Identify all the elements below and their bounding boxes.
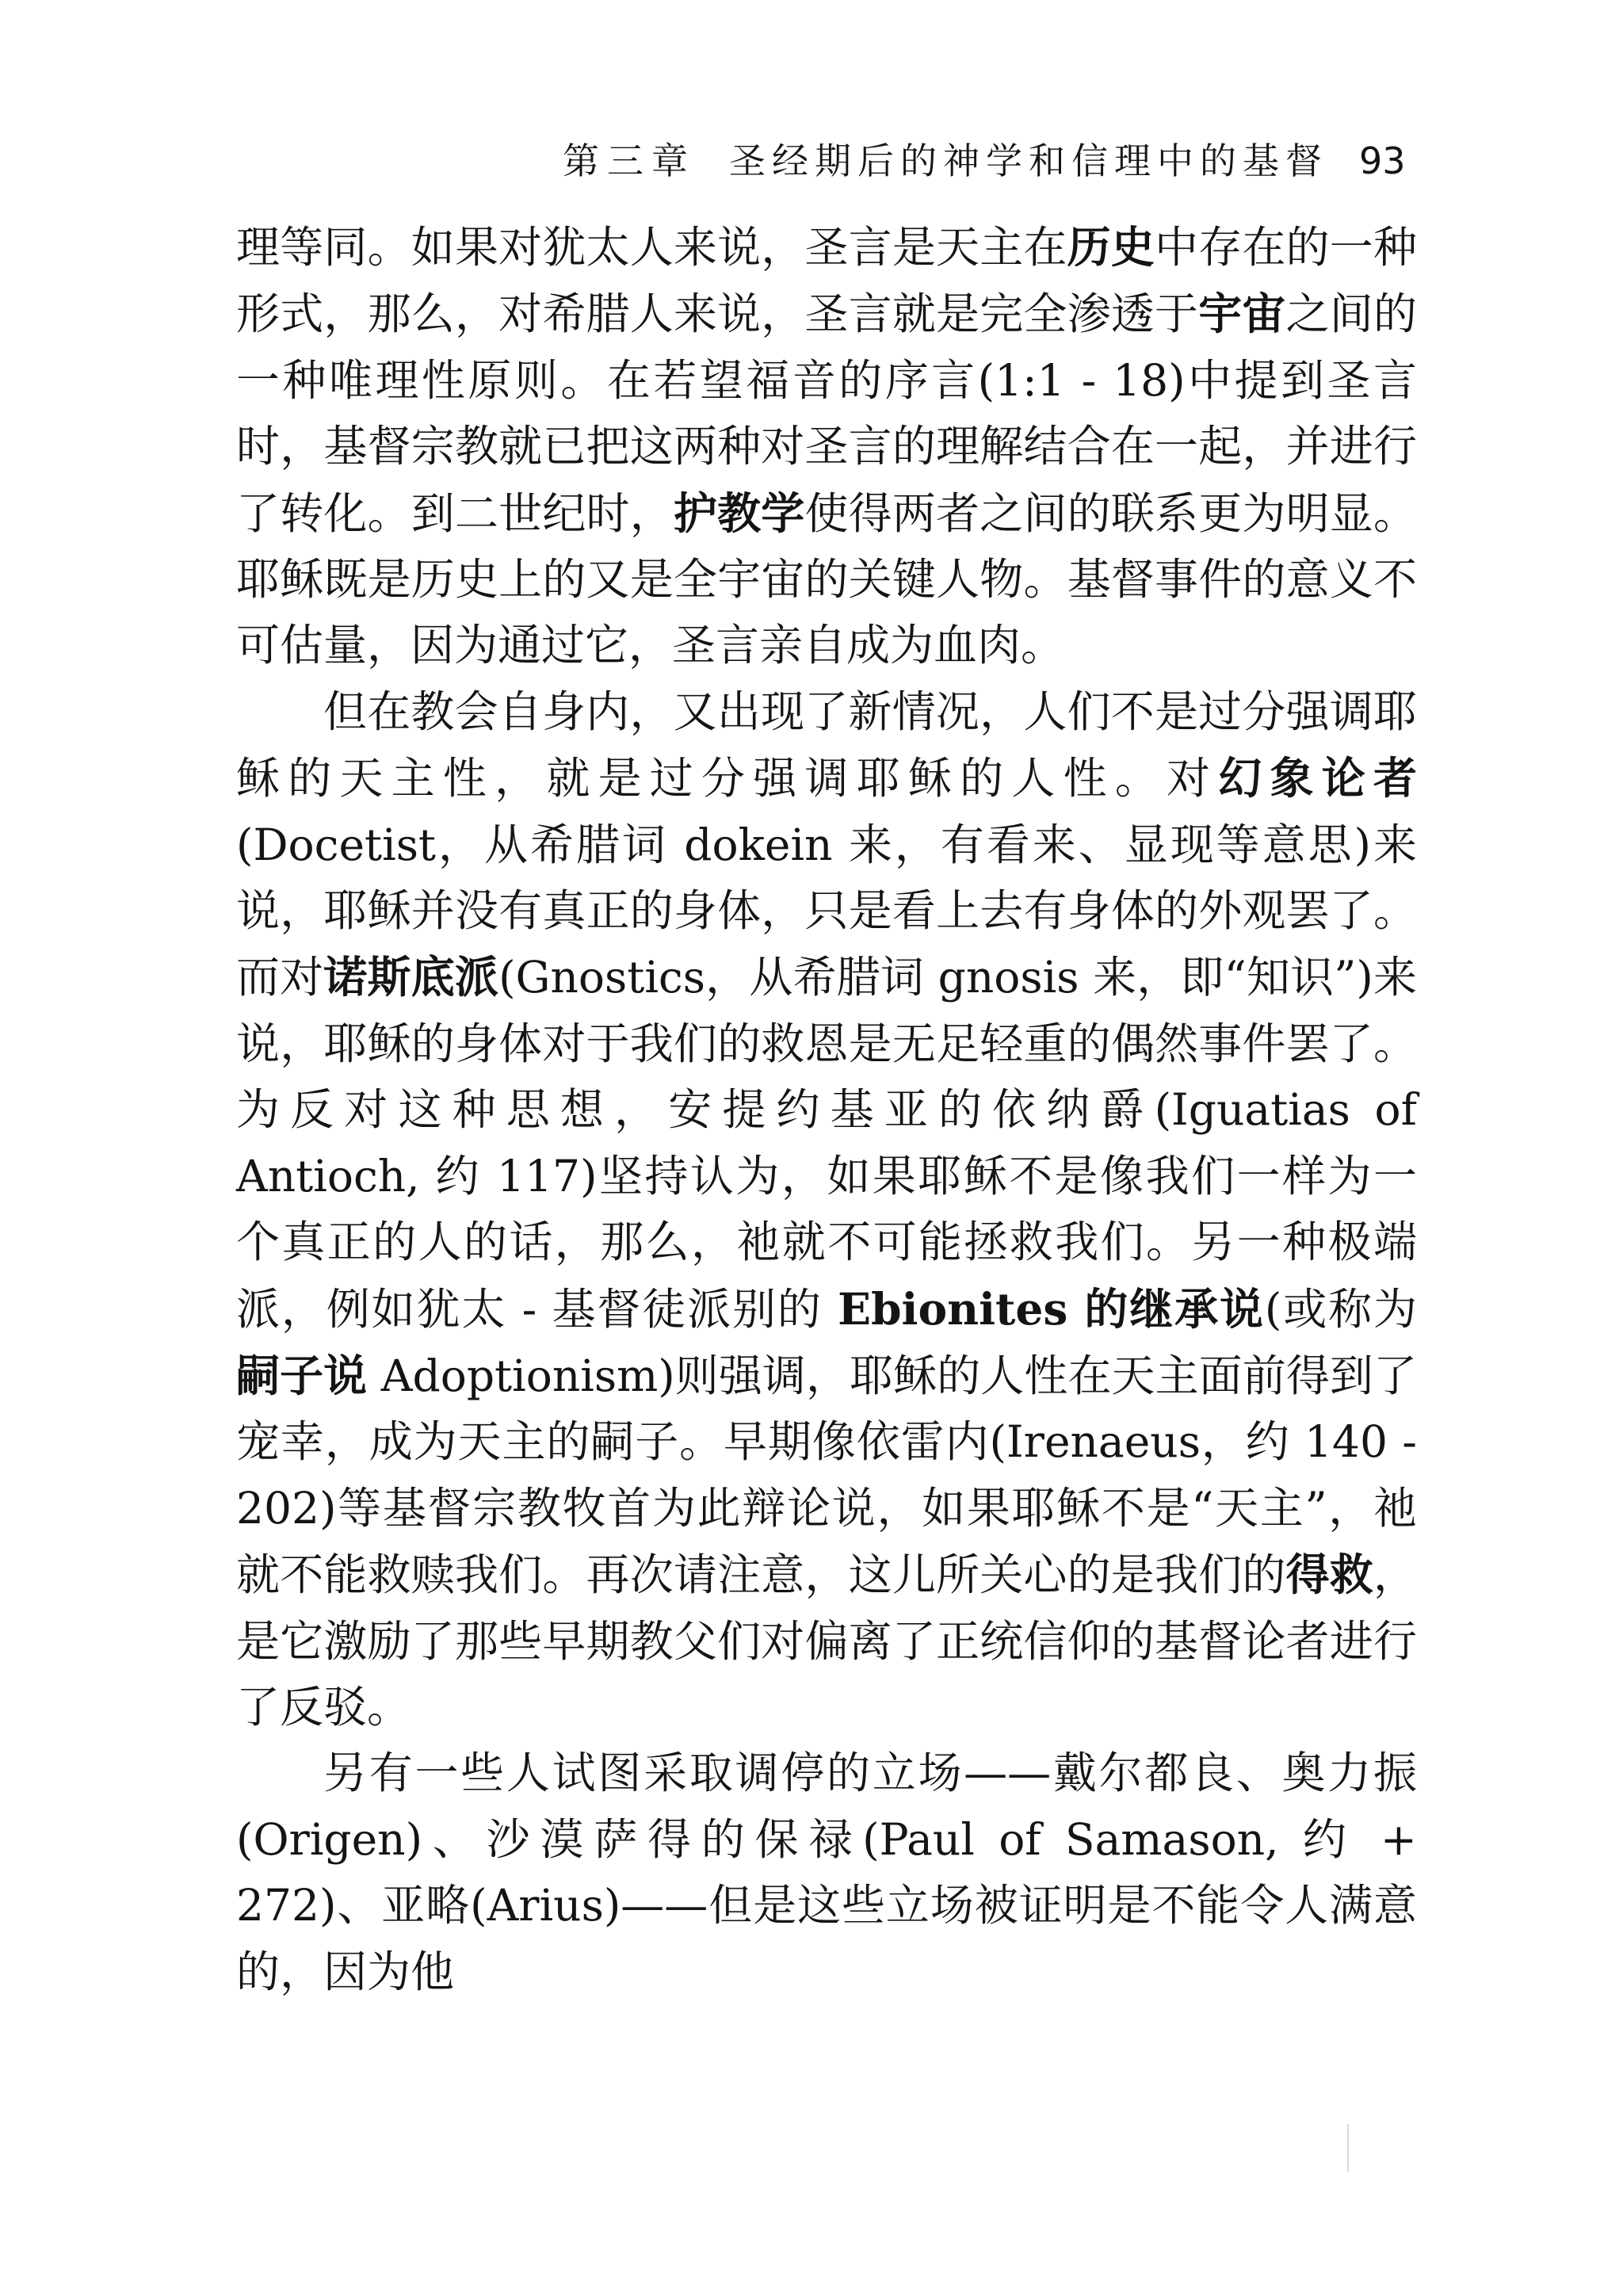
chapter-label: 第三章	[563, 139, 696, 182]
bold-term: 护教学	[673, 487, 805, 539]
text-run: 中存在的一种形式，那么，对希腊人来说，圣言就是完全渗透于	[236, 222, 1417, 340]
bold-term: 历史	[1067, 221, 1155, 273]
chapter-title: 圣经期后的神学和信理中的基督	[729, 139, 1328, 182]
bold-term: 得救	[1285, 1549, 1373, 1601]
paragraph-3	[236, 1740, 1417, 2005]
text-run: (Docetist，从希腊词 dokein 来，有看来、显现等意思)来说，耶稣并没有真正的身体，只是看上去有身体的外观罢了。而对	[236, 819, 1417, 1003]
text-run: (或称为	[1264, 1283, 1417, 1335]
paragraph-2	[236, 679, 1417, 1741]
bold-term: 宇宙	[1198, 288, 1286, 340]
paragraph-1	[236, 214, 1417, 679]
text-run: 理等同。如果对犹太人来说，圣言是天主在	[236, 222, 1067, 273]
bold-term: 嗣子说	[236, 1349, 368, 1401]
scan-mark	[1347, 2124, 1349, 2172]
text-run: Adoptionism)则强调，耶稣的人性在天主面前得到了宠幸，成为天主的嗣子。早期像依雷内(Irenaeus，约 140 - 202)等基督宗教牧首为此辩论说，如果耶稣不是“天主”，祂就不能救赎我们。再次请注意，这儿所关心的是我们的	[236, 1350, 1417, 1601]
bold-term: 诺斯底派	[323, 951, 499, 1003]
page-number: 93	[1359, 139, 1406, 182]
text-run: 另有一些人试图采取调停的立场——戴尔都良、奥力振(Origen)、沙漠萨得的保禄(Paul of Samason, 约 + 272)、亚略(Arius)——但是这些立场被证明是不能令人满意的，因为他	[236, 1748, 1417, 1997]
text-run: 之间的一种唯理性原则。在若望福音的序言(1:1 - 18)中提到圣言时，基督宗教就已把这两种对圣言的理解结合在一起，并进行了转化。到二世纪时，	[236, 288, 1417, 539]
text-run: 但在教会自身内，又出现了新情况，人们不是过分强调耶稣的天主性，就是过分强调耶稣的人性。对	[236, 686, 1417, 804]
text-run: (Gnostics，从希腊词 gnosis 来，即“知识”)来说，耶稣的身体对于我们的救恩是无足轻重的偶然事件罢了。为反对这种思想，安提约基亚的依纳爵(Iguatias of Antioch, 约 117)坚持认为，如果耶稣不是像我们一样为一个真正的人的话，那么，祂就不可能拯救我们。另一种极端派，例如犹太 - 基督徒派别的	[236, 952, 1417, 1335]
running-header	[238, 133, 1411, 189]
body-text	[236, 214, 1417, 2005]
bold-term: 幻象论者	[1218, 752, 1417, 804]
text-run: ，是它激励了那些早期教父们对偏离了正统信仰的基督论者进行了反驳。	[236, 1549, 1417, 1733]
text-run: 使得两者之间的联系更为明显。耶稣既是历史上的又是全宇宙的关键人物。基督事件的意义不可估量，因为通过它，圣言亲自成为血肉。	[236, 487, 1417, 671]
bold-term: Ebionites 的继承说	[838, 1282, 1265, 1335]
